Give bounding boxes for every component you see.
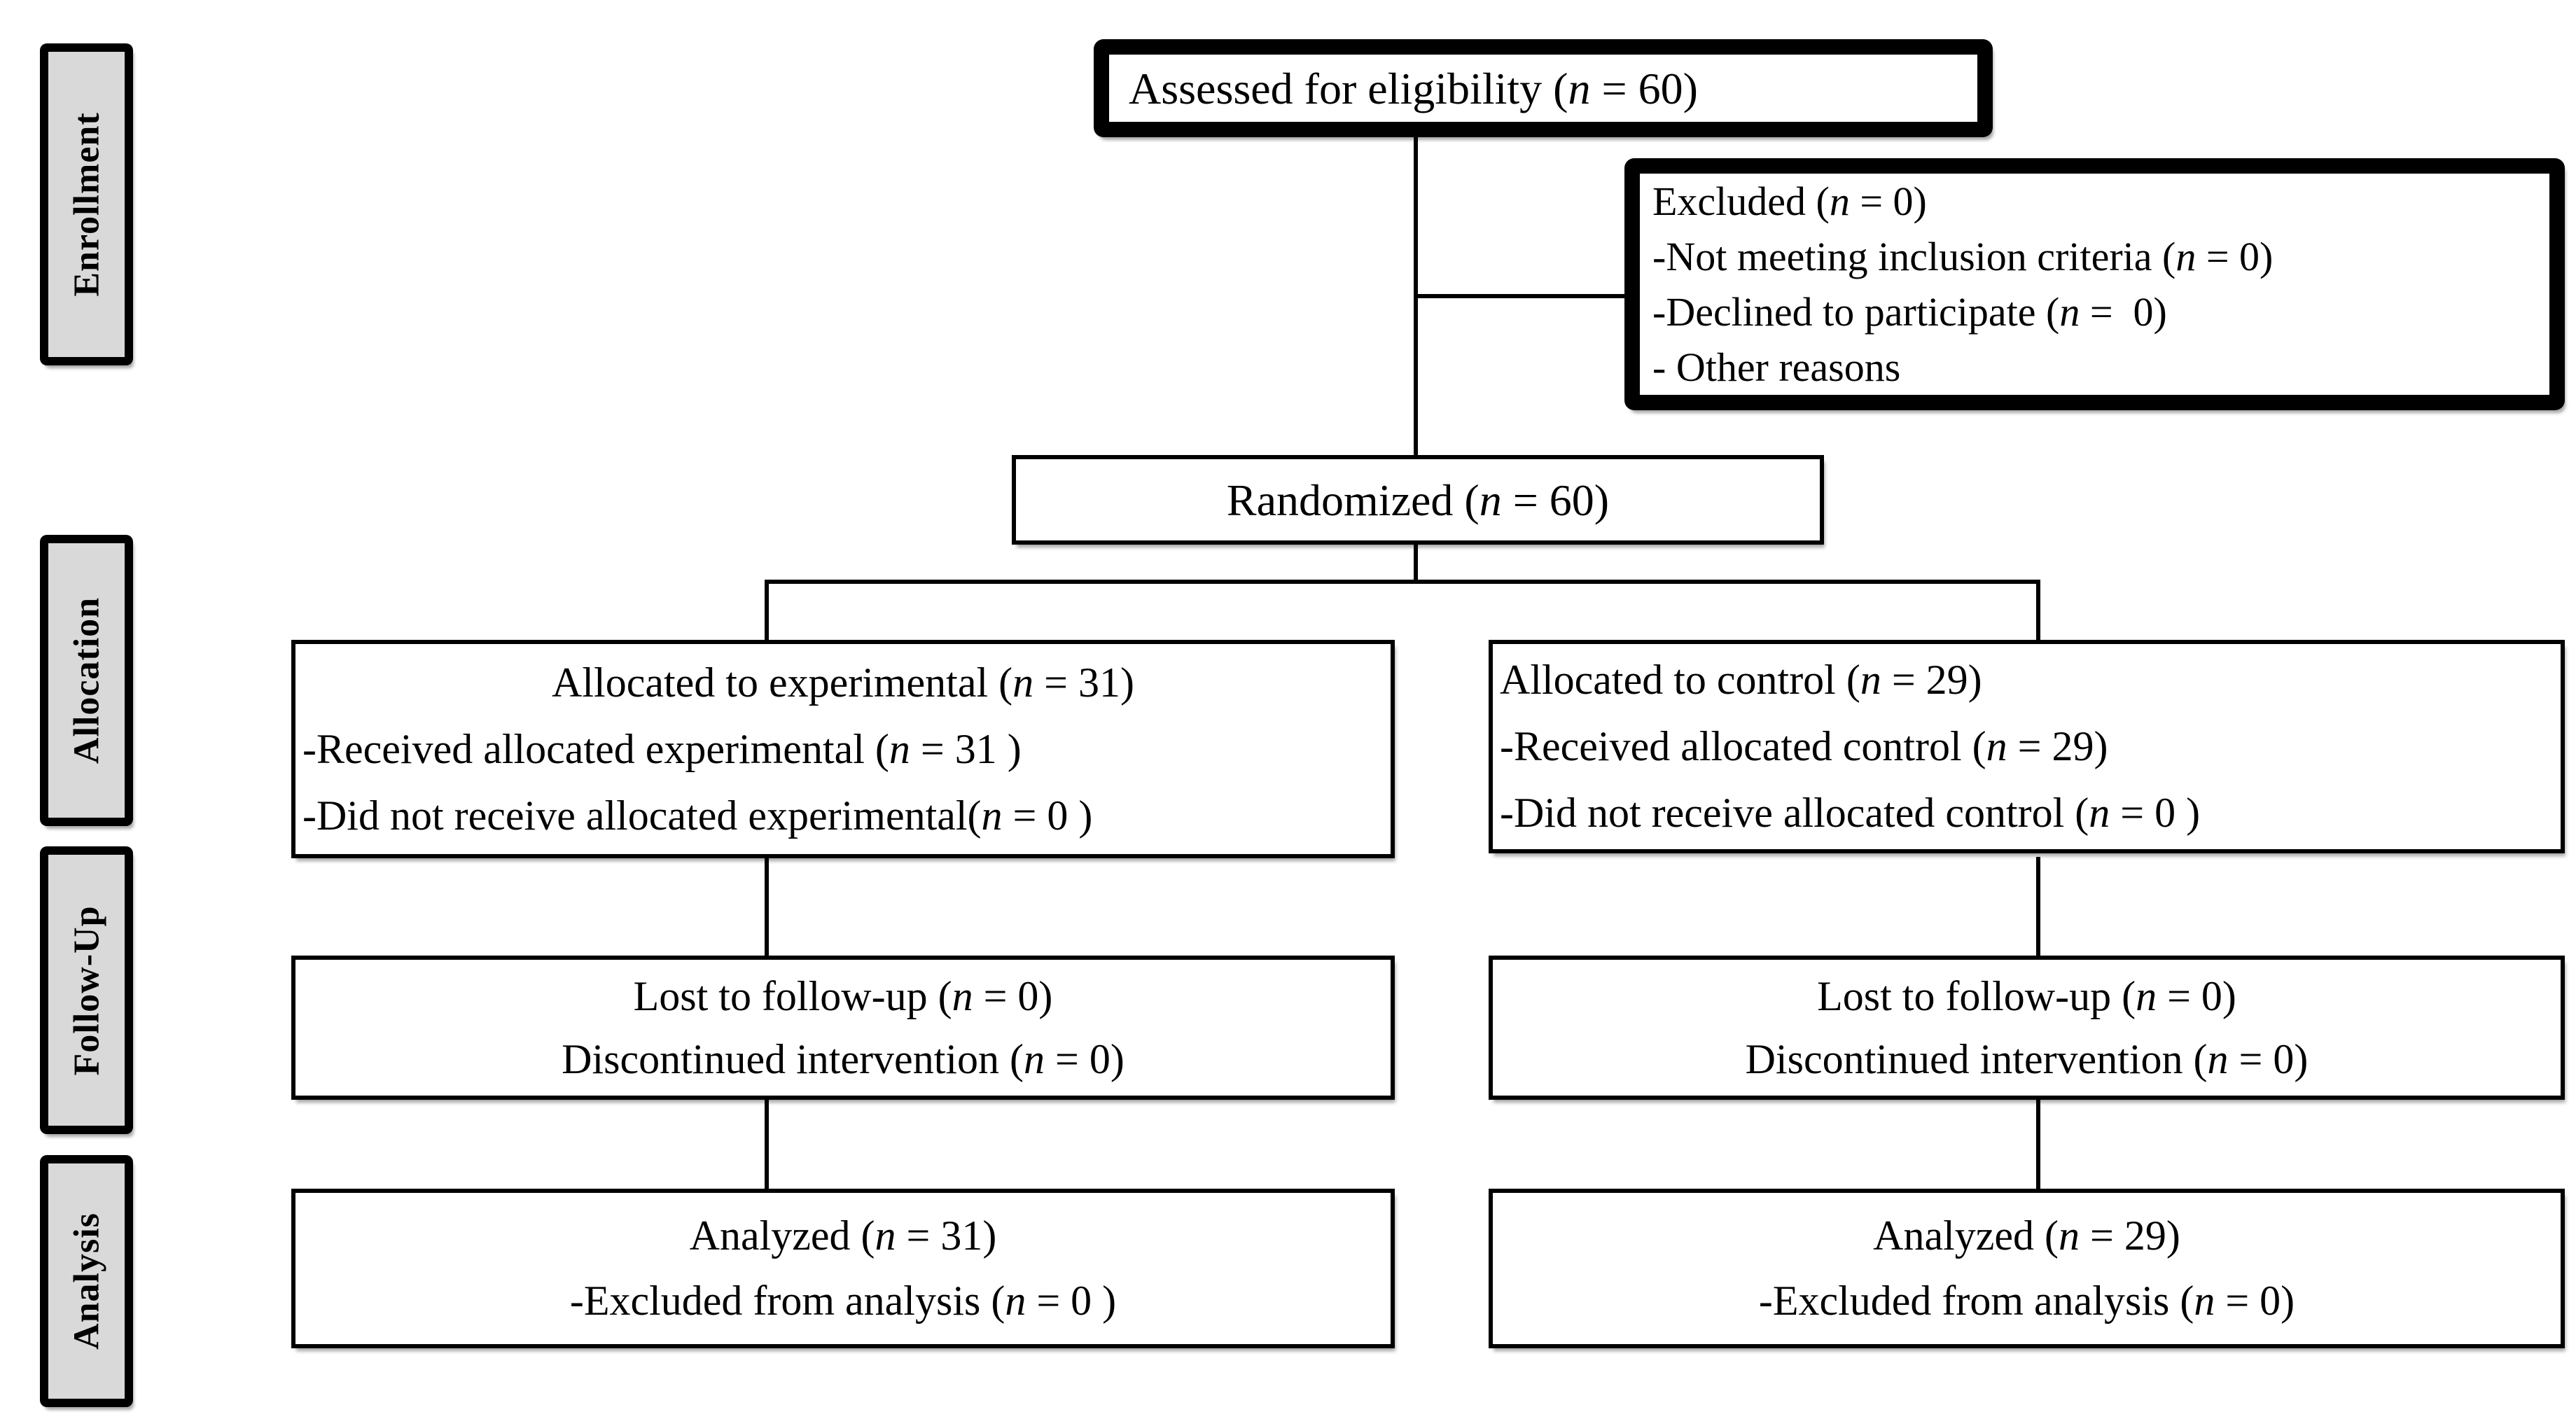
analyzed-experimental-text [295,1203,1391,1334]
text-line: Analyzed (n = 29) [1873,1212,2180,1259]
phase-label-followup-text: Follow-Up [67,905,106,1075]
text-line: Randomized (n = 60) [1226,475,1610,525]
excluded-box [1624,158,2565,410]
text-line: Discontinued intervention (n = 0) [562,1036,1125,1082]
randomized-box [1012,455,1824,545]
text-line: Lost to follow-up (n = 0) [633,973,1053,1019]
connector-randomized-to-branch [1414,545,1418,584]
analyzed-control-box [1489,1189,2565,1348]
phase-label-enrollment [40,43,133,365]
allocated-experimental-box [291,640,1395,858]
followup-experimental-text [295,965,1391,1091]
connector-to-excluded [1416,294,1626,298]
phase-label-allocation [40,535,133,826]
text-line: Excluded (n = 0) [1652,179,1927,224]
text-line: Lost to follow-up (n = 0) [1817,973,2236,1019]
followup-experimental-box [291,956,1395,1100]
phase-label-followup [40,846,133,1134]
connector-branch-bar [765,580,2040,584]
excluded-text [1640,174,2555,395]
text-line: -Excluded from analysis (n = 0 ) [569,1278,1117,1324]
connector-alloc-to-followup-experimental [765,857,769,957]
allocated-control-text [1493,647,2561,846]
connector-branch-to-alloc-control [2036,580,2040,641]
phase-label-allocation-text: Allocation [67,596,106,764]
phase-label-analysis [40,1155,133,1407]
phase-label-analysis-text: Analysis [67,1212,106,1350]
text-line: -Did not receive allocated experimental(n = 0 ) [302,792,1093,839]
text-line: -Received allocated control (n = 29) [1500,723,2108,769]
text-line: -Excluded from analysis (n = 0) [1758,1278,2295,1324]
phase-label-enrollment-text: Enrollment [67,112,106,297]
text-line: -Declined to participate (n = 0) [1652,289,2167,335]
connector-followup-to-analysis-experimental [765,1098,769,1190]
text-line: Assessed for eligibility (n = 60) [1129,63,1698,113]
connector-alloc-to-followup-control [2036,857,2040,957]
connector-followup-to-analysis-control [2036,1098,2040,1190]
text-line: Analyzed (n = 31) [689,1212,997,1259]
allocated-control-box [1489,640,2565,853]
allocated-experimental-text [295,650,1391,849]
text-line: -Received allocated experimental (n = 31 ) [302,725,1022,772]
assessed-for-eligibility-box [1094,39,1993,137]
followup-control-box [1489,956,2565,1100]
randomized-text [1016,467,1820,533]
text-line: -Not meeting inclusion criteria (n = 0) [1652,234,2274,279]
text-line: Discontinued intervention (n = 0) [1745,1036,2309,1082]
analyzed-experimental-box [291,1189,1395,1348]
text-line: Allocated to control (n = 29) [1500,657,1982,703]
text-line: -Did not receive allocated control (n = 0 ) [1500,790,2201,836]
connector-branch-to-alloc-experimental [765,580,769,641]
followup-control-text [1493,965,2561,1091]
text-line: - Other reasons [1652,344,1901,390]
text-line: Allocated to experimental (n = 31) [552,659,1134,706]
analyzed-control-text [1493,1203,2561,1334]
assessed-for-eligibility-text [1109,55,1990,122]
